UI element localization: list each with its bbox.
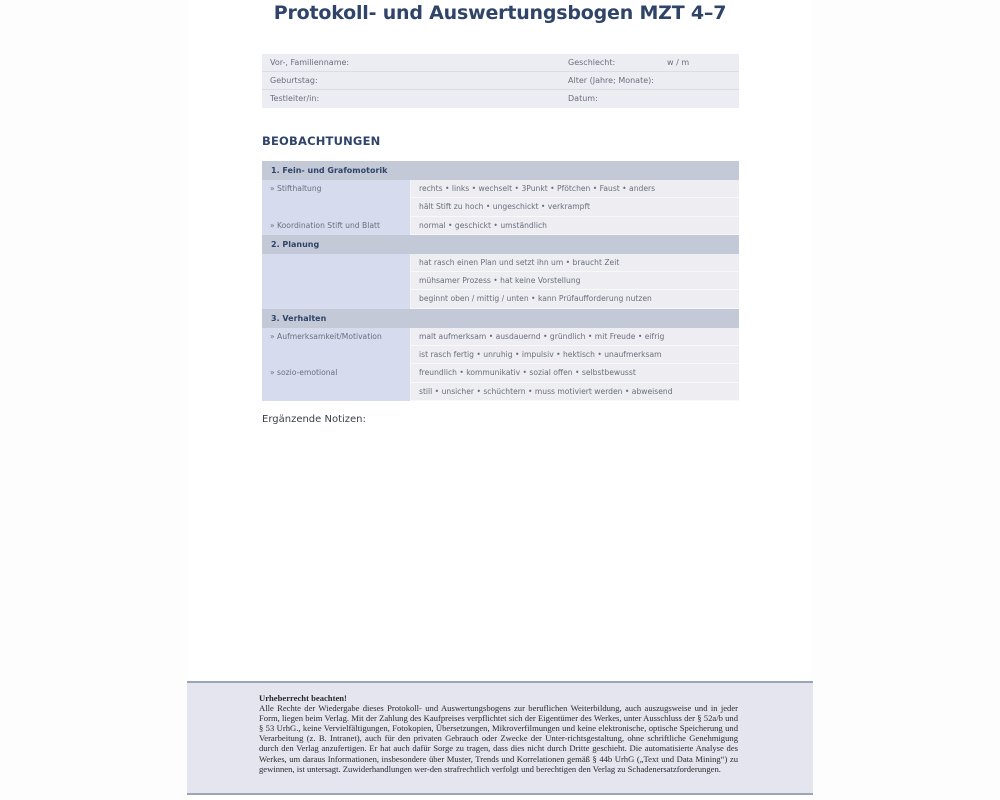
- category-block-fine-motor: [262, 180, 739, 235]
- option-row: malt aufmerksam • ausdauernd • gründlich • mit Freude • eifrig: [410, 328, 739, 346]
- observations-table: [262, 161, 739, 401]
- category-header-planning: 2. Planung: [262, 235, 739, 254]
- sub-label-column: [262, 180, 410, 235]
- option-column: [410, 254, 739, 309]
- page-margin-right: [810, 0, 1000, 800]
- sub-label-column: [262, 328, 410, 401]
- option-row: normal • geschickt • umständlich: [410, 217, 739, 235]
- page-title: Protokoll- und Auswertungsbogen MZT 4–7: [273, 2, 727, 24]
- sub-label-pen-grip: » Stifthaltung: [270, 184, 322, 193]
- category-header-fine-motor: 1. Fein- und Grafomotorik: [262, 161, 739, 180]
- category-block-planning: [262, 254, 739, 309]
- copyright-heading: Urheberrecht beachten!: [259, 693, 347, 703]
- option-column: [410, 180, 739, 235]
- option-column: [410, 328, 739, 401]
- option-row: hält Stift zu hoch • ungeschickt • verkrampft: [410, 198, 739, 216]
- info-row-examiner: [262, 90, 739, 108]
- category-header-behavior: 3. Verhalten: [262, 309, 739, 328]
- page-margin-left: [0, 0, 190, 800]
- category-block-behavior: [262, 328, 739, 401]
- gender-options: w / m: [667, 58, 690, 67]
- name-label: Vor-, Familienname:: [270, 58, 350, 67]
- birthday-label: Geburtstag:: [270, 76, 318, 85]
- sub-label-attention: » Aufmerksamkeit/Motivation: [270, 331, 382, 341]
- observations-heading: BEOBACHTUNGEN: [262, 134, 381, 148]
- sub-label-column: [262, 254, 410, 309]
- option-row: mühsamer Prozess • hat keine Vorstellung: [410, 272, 739, 290]
- info-row-name: [262, 54, 739, 72]
- sub-label-socio-emotional: » sozio-emotional: [270, 368, 338, 378]
- copyright-notice: [187, 681, 813, 795]
- examiner-label: Testleiter/in:: [270, 94, 320, 103]
- copyright-body: Alle Rechte der Wiedergabe dieses Protokoll- und Auswertungsbogens zur beruflichen Weiterbildung, auch auszugsweise und in jeder Form, liegen beim Verlag. Mit der Zahlung des Kaufpreises verpflichtet sich der Eigentümer des Werkes, unter Ausschluss der § 52a/b und § 53 UrhG., keine Vervielfältigungen, Fotokopien, Übersetzungen, Mikroverfilmungen und keine elektronische, optische Speicherung und Verarbeitung (z. B. Intranet), auch für den privaten Gebrauch oder Zwecke der Unter-richtsgestaltung, ohne schriftliche Genehmigung durch den Verlag anzufertigen. Er hat auch dafür Sorge zu tragen, dass dies nicht durch Dritte geschieht. Die automatisierte Analyse des Werkes, um daraus Informationen, insbesondere über Muster, Trends und Korrelationen gemäß § 44b UrhG („Text und Data Mining“) zu gewinnen, ist untersagt. Zuwiderhandlungen wer-den strafrechtlich verfolgt und berechtigen den Verlag zu Schadenersatzforderungen.: [259, 703, 738, 774]
- option-row: still • unsicher • schüchtern • muss motiviert werden • abweisend: [410, 383, 739, 401]
- option-row: ist rasch fertig • unruhig • impulsiv • hektisch • unaufmerksam: [410, 346, 739, 364]
- notes-label: Ergänzende Notizen:: [262, 414, 366, 425]
- option-row: rechts • links • wechselt • 3Punkt • Pfötchen • Faust • anders: [410, 180, 739, 198]
- date-label: Datum:: [568, 94, 598, 103]
- option-row: hat rasch einen Plan und setzt ihn um • braucht Zeit: [410, 254, 739, 272]
- sub-label-coordination: » Koordination Stift und Blatt: [270, 220, 380, 230]
- info-row-birthday: [262, 72, 739, 90]
- age-label: Alter (Jahre; Monate):: [568, 76, 654, 85]
- personal-info-table: [262, 54, 739, 108]
- option-row: freundlich • kommunikativ • sozial offen • selbstbewusst: [410, 364, 739, 382]
- copyright-text-block: [259, 693, 738, 774]
- gender-label: Geschlecht:: [568, 58, 616, 67]
- option-row: beginnt oben / mittig / unten • kann Prüfaufforderung nutzen: [410, 290, 739, 308]
